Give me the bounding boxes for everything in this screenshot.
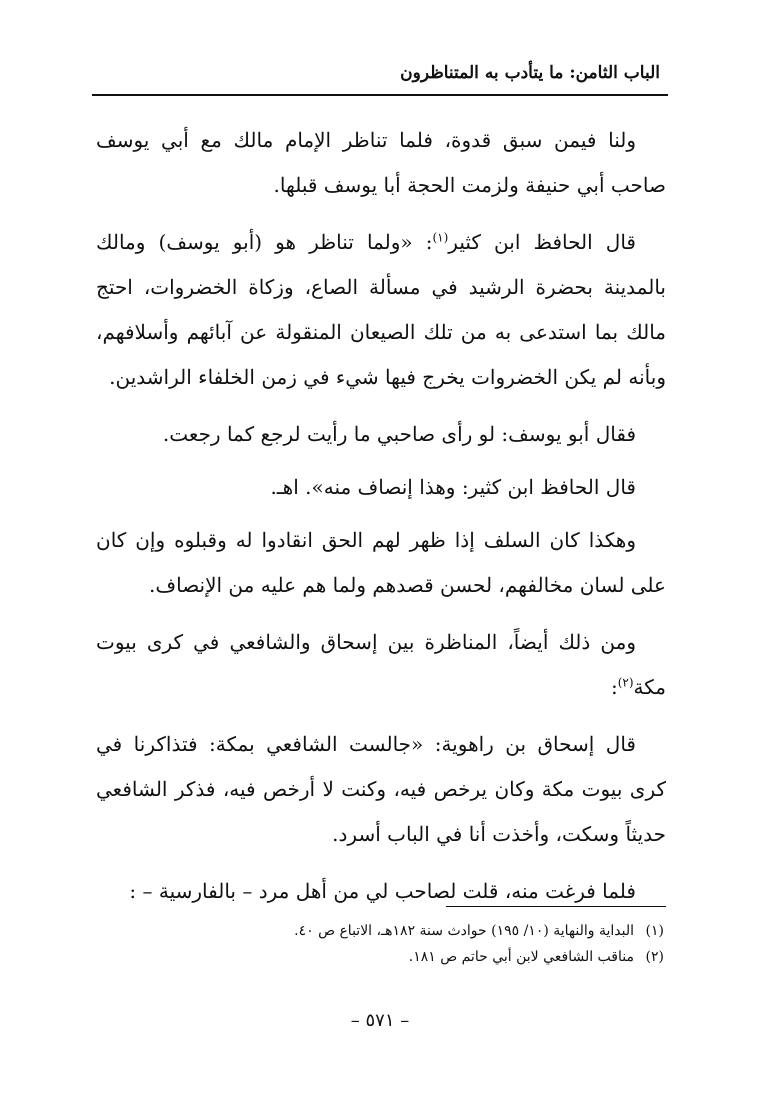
footnote-1 — [96, 918, 664, 944]
footnote-text: البداية والنهاية (١٠/ ١٩٥) حوادث سنة ١٨٢هـ، الاتباع ص ٤٠. — [294, 923, 634, 939]
header-divider — [92, 94, 668, 96]
footnote-2 — [96, 944, 664, 970]
paragraph-3: فقال أبو يوسف: لو رأى صاحبي ما رأيت لرجع كما رجعت. — [162, 422, 636, 446]
running-header — [92, 58, 660, 88]
paragraph-6: ومن ذلك أيضاً، المناظرة بين إسحاق والشافعي في كرى بيوت مكة$^{(٢)}$: — [96, 630, 666, 699]
paragraph-1: ولنا فيمن سبق قدوة، فلما تناظر الإمام مالك مع أبي يوسف صاحب أبي حنيفة ولزمت الحجة أبا يوسف قبلها. — [96, 128, 666, 197]
paragraph-5: وهكذا كان السلف إذا ظهر لهم الحق انقادوا له وقبلوه وإن كان على لسان مخالفهم، لحسن قصدهم ولما هم عليه من الإنصاف. — [96, 528, 666, 597]
page-number: – ٥٧١ – — [350, 1010, 410, 1031]
paragraph-4: قال الحافظ ابن كثير: وهذا إنصاف منه». اهـ. — [270, 475, 636, 499]
footnote-number: (٢) — [645, 949, 664, 965]
paragraph-7: قال إسحاق بن راهوية: «جالست الشافعي بمكة: فتذاكرنا في كرى بيوت مكة وكان يرخص فيه، وكنت لا أرخص فيه، فذكر الشافعي حديثاً وسكت، وأخذت أنا في الباب أسرد. — [96, 732, 666, 846]
main-text — [96, 118, 666, 926]
chapter-title: الباب الثامن: ما يتأدب به المتناظرون — [400, 63, 660, 83]
footnote-ref-1: (١) — [432, 230, 449, 245]
footnote-divider — [446, 906, 666, 907]
paragraph-2: قال الحافظ ابن كثير$^{(١)}$: «ولما تناظر هو (أبو يوسف) ومالك بالمدينة بحضرة الرشيد في مسألة الصاع، وزكاة الخضروات، احتج مالك بما استدعى به من تلك الصيعان المنقولة عن آبائهم وأسلافهم، وبأنه لم يكن الخضروات يخرج فيها شيء في زمن الخلفاء الراشدين. — [96, 230, 666, 389]
footnote-number: (١) — [645, 923, 664, 939]
footnote-text: مناقب الشافعي لابن أبي حاتم ص ١٨١. — [408, 949, 634, 965]
footnote-ref-2: (٢) — [617, 675, 634, 690]
paragraph-8: فلما فرغت منه، قلت لصاحب لي من أهل مرد – بالفارسية – : — [129, 879, 636, 903]
footnotes — [96, 918, 664, 970]
